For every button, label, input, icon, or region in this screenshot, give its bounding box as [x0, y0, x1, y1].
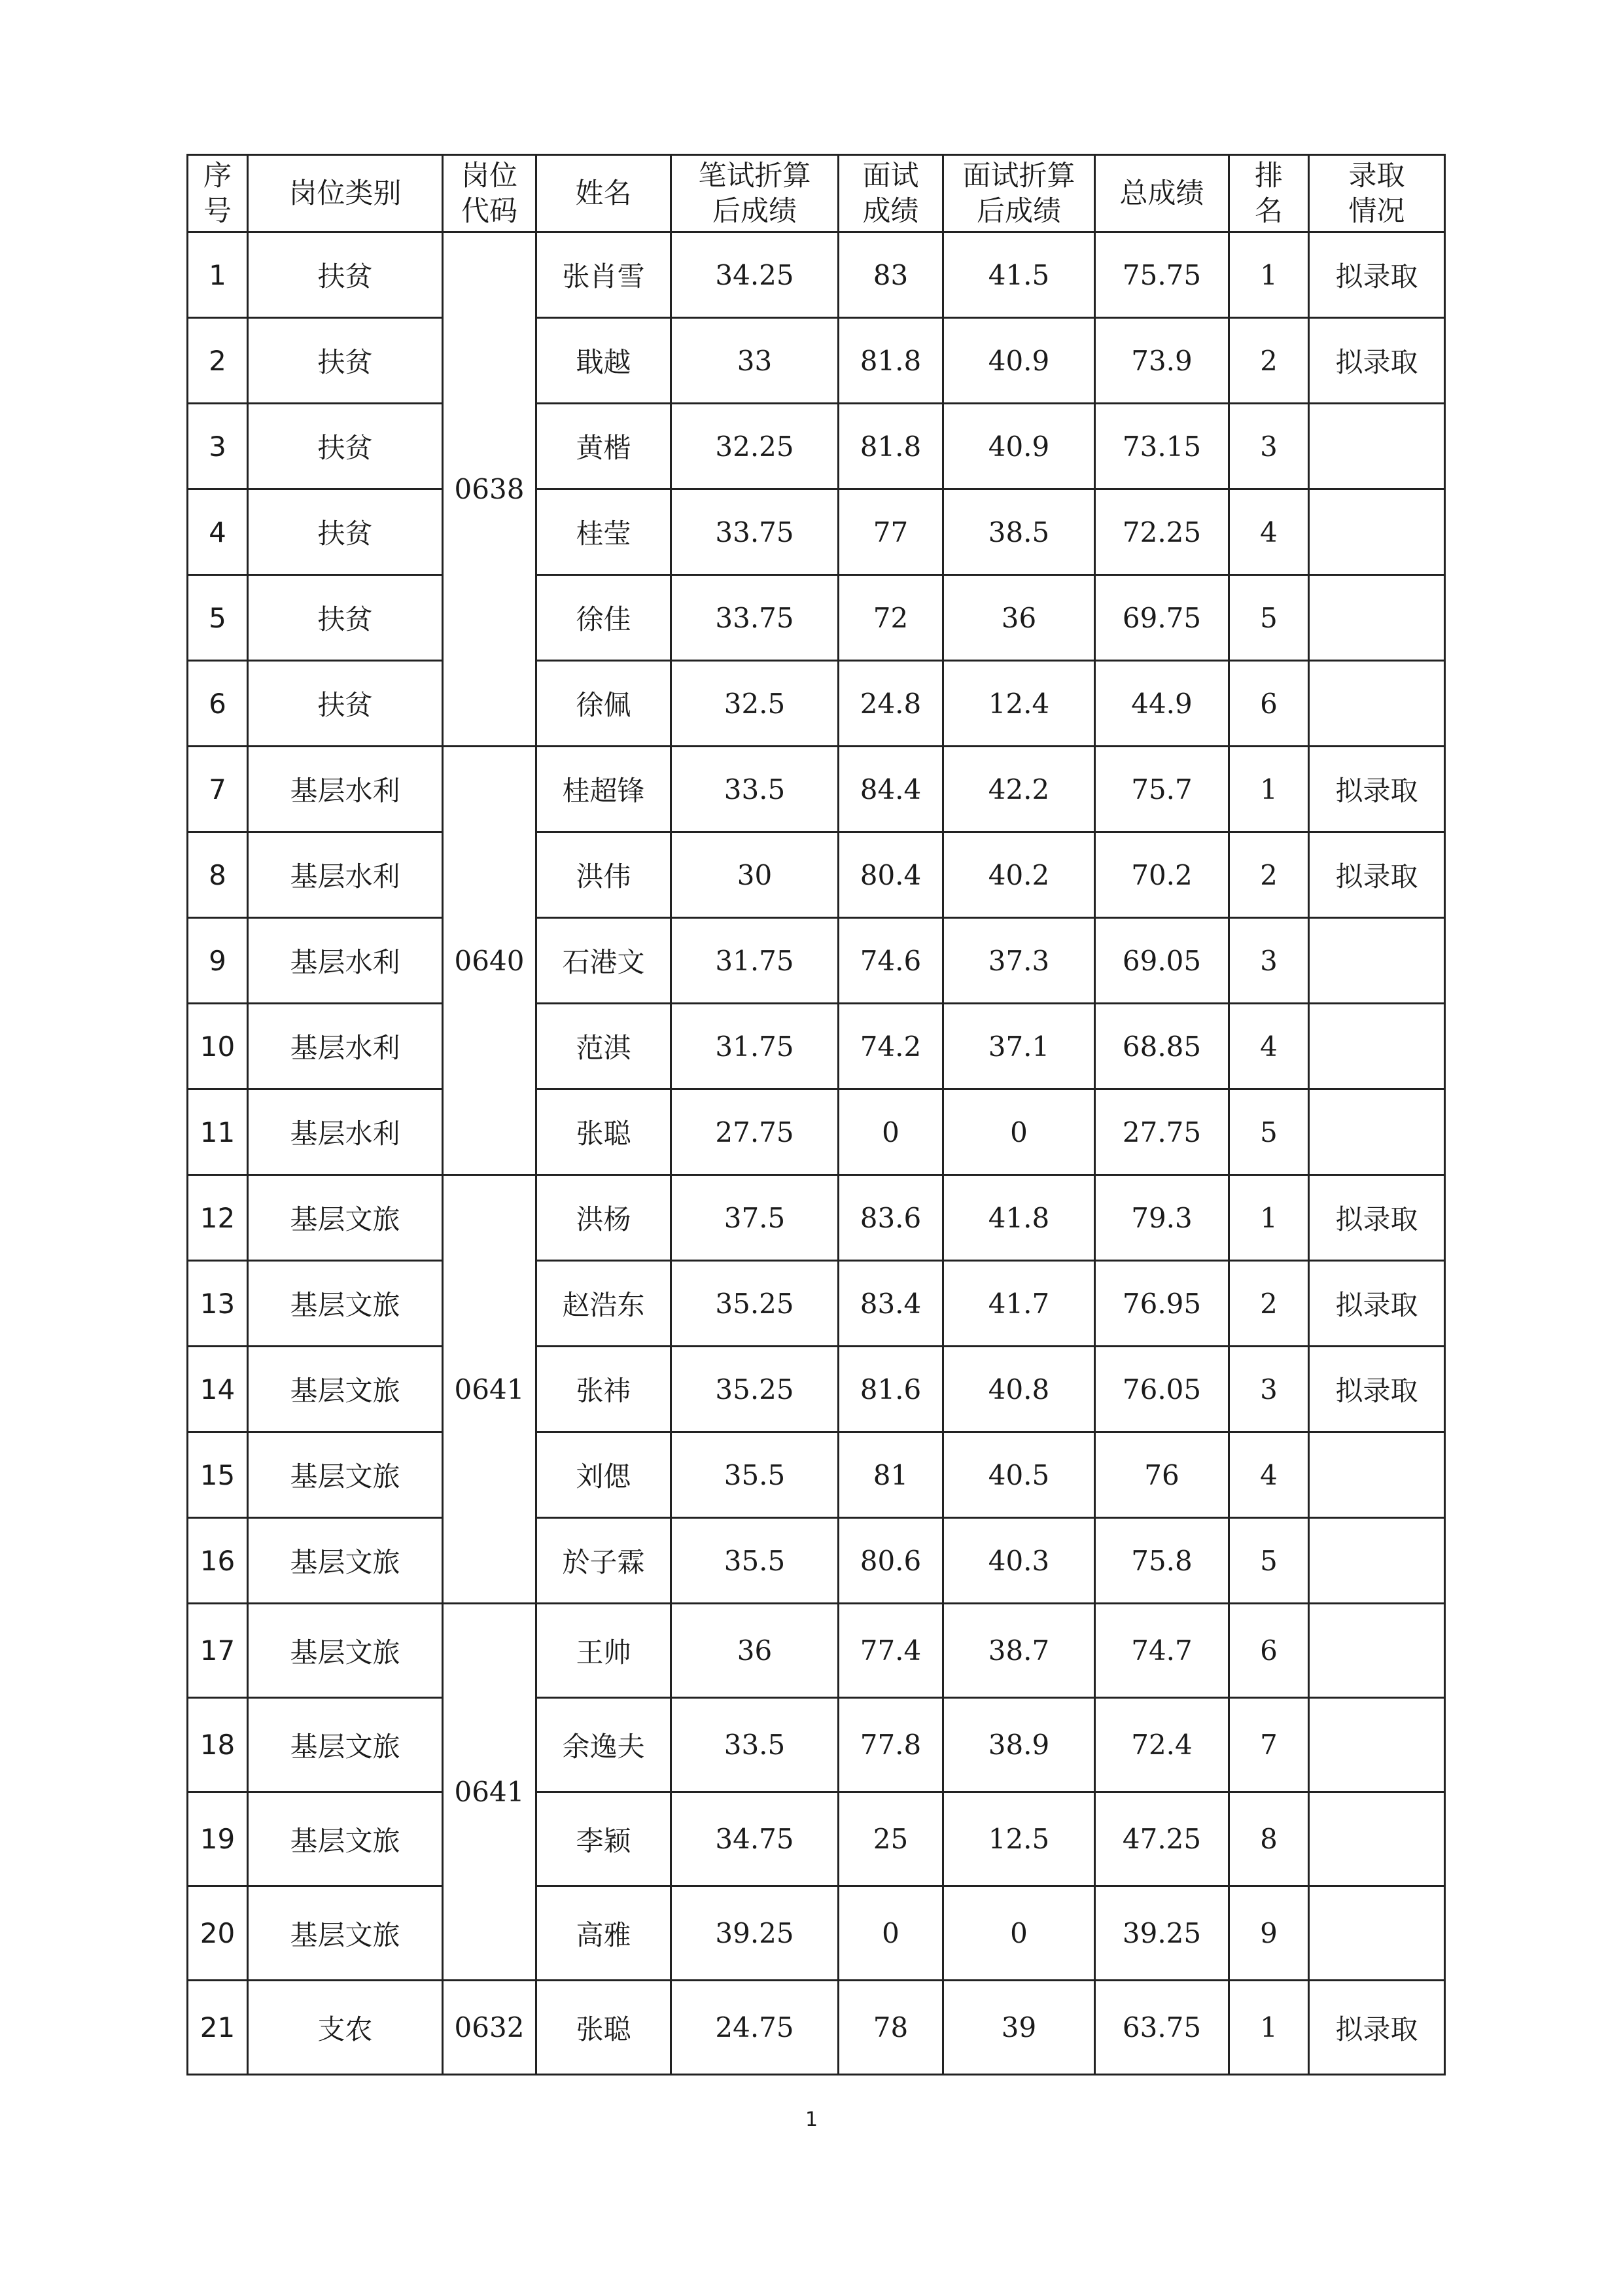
cell-written: 35.25 — [671, 1261, 839, 1347]
cell-index: 13 — [188, 1261, 248, 1347]
table-row — [188, 1089, 1445, 1175]
cell-category: 基层文旅 — [248, 1261, 443, 1347]
cell-rank: 2 — [1229, 1261, 1309, 1347]
cell-interview: 74.6 — [839, 918, 943, 1004]
cell-name: 王帅 — [536, 1604, 671, 1698]
cell-rank: 5 — [1229, 575, 1309, 661]
cell-rank: 3 — [1229, 918, 1309, 1004]
cell-status: 拟录取 — [1309, 232, 1445, 318]
cell-interview: 74.2 — [839, 1004, 943, 1089]
cell-status: 拟录取 — [1309, 1175, 1445, 1261]
cell-status — [1309, 1004, 1445, 1089]
cell-interview-scaled: 42.2 — [943, 747, 1095, 832]
cell-index: 17 — [188, 1604, 248, 1698]
table-row — [188, 918, 1445, 1004]
cell-name: 刘偲 — [536, 1432, 671, 1518]
cell-interview-scaled: 40.9 — [943, 404, 1095, 489]
cell-interview-scaled: 0 — [943, 1886, 1095, 1981]
cell-rank: 2 — [1229, 318, 1309, 404]
cell-written: 33.75 — [671, 575, 839, 661]
cell-interview-scaled: 39 — [943, 1981, 1095, 2075]
table-row — [188, 832, 1445, 918]
cell-interview-scaled: 40.9 — [943, 318, 1095, 404]
header-rank: 排 名 — [1229, 155, 1309, 232]
cell-index: 14 — [188, 1347, 248, 1432]
cell-rank: 1 — [1229, 747, 1309, 832]
cell-status — [1309, 1792, 1445, 1886]
cell-total: 72.4 — [1095, 1698, 1229, 1792]
cell-index: 12 — [188, 1175, 248, 1261]
cell-interview-scaled: 41.7 — [943, 1261, 1095, 1347]
cell-written: 33.5 — [671, 747, 839, 832]
cell-total: 75.8 — [1095, 1518, 1229, 1604]
cell-status: 拟录取 — [1309, 1347, 1445, 1432]
cell-total: 39.25 — [1095, 1886, 1229, 1981]
cell-status — [1309, 1698, 1445, 1792]
cell-name: 戢越 — [536, 318, 671, 404]
cell-total: 68.85 — [1095, 1004, 1229, 1089]
cell-written: 24.75 — [671, 1981, 839, 2075]
cell-index: 19 — [188, 1792, 248, 1886]
table-row — [188, 1004, 1445, 1089]
header-total: 总成绩 — [1095, 155, 1229, 232]
cell-status — [1309, 918, 1445, 1004]
cell-name: 徐佳 — [536, 575, 671, 661]
cell-name: 石港文 — [536, 918, 671, 1004]
cell-written: 34.25 — [671, 232, 839, 318]
cell-index: 3 — [188, 404, 248, 489]
cell-position-code: 0640 — [443, 747, 536, 1175]
cell-position-code: 0641 — [443, 1175, 536, 1604]
header-code: 岗位 代码 — [443, 155, 536, 232]
cell-rank: 1 — [1229, 1981, 1309, 2075]
cell-written: 35.25 — [671, 1347, 839, 1432]
table-row — [188, 1261, 1445, 1347]
cell-interview: 80.6 — [839, 1518, 943, 1604]
cell-written: 27.75 — [671, 1089, 839, 1175]
cell-category: 扶贫 — [248, 489, 443, 575]
cell-rank: 8 — [1229, 1792, 1309, 1886]
cell-category: 基层文旅 — [248, 1604, 443, 1698]
cell-status: 拟录取 — [1309, 832, 1445, 918]
cell-interview-scaled: 12.5 — [943, 1792, 1095, 1886]
cell-status — [1309, 1089, 1445, 1175]
cell-name: 桂莹 — [536, 489, 671, 575]
cell-name: 李颖 — [536, 1792, 671, 1886]
cell-category: 基层文旅 — [248, 1432, 443, 1518]
cell-total: 47.25 — [1095, 1792, 1229, 1886]
table-row — [188, 404, 1445, 489]
cell-category: 扶贫 — [248, 661, 443, 747]
cell-index: 11 — [188, 1089, 248, 1175]
cell-written: 35.5 — [671, 1432, 839, 1518]
cell-category: 扶贫 — [248, 318, 443, 404]
cell-status — [1309, 1886, 1445, 1981]
cell-total: 75.7 — [1095, 747, 1229, 832]
cell-category: 扶贫 — [248, 404, 443, 489]
cell-written: 31.75 — [671, 1004, 839, 1089]
header-status: 录取 情况 — [1309, 155, 1445, 232]
cell-name: 张肖雪 — [536, 232, 671, 318]
cell-interview: 81.8 — [839, 318, 943, 404]
cell-index: 2 — [188, 318, 248, 404]
cell-status — [1309, 1604, 1445, 1698]
cell-written: 35.5 — [671, 1518, 839, 1604]
cell-interview-scaled: 12.4 — [943, 661, 1095, 747]
score-table — [186, 154, 1446, 2075]
cell-interview-scaled: 36 — [943, 575, 1095, 661]
cell-index: 21 — [188, 1981, 248, 2075]
cell-written: 37.5 — [671, 1175, 839, 1261]
cell-written: 30 — [671, 832, 839, 918]
table-row — [188, 747, 1445, 832]
cell-rank: 9 — [1229, 1886, 1309, 1981]
cell-total: 75.75 — [1095, 232, 1229, 318]
cell-index: 4 — [188, 489, 248, 575]
table-body — [188, 232, 1445, 2075]
cell-total: 76.95 — [1095, 1261, 1229, 1347]
cell-interview-scaled: 40.3 — [943, 1518, 1095, 1604]
cell-total: 72.25 — [1095, 489, 1229, 575]
table-row — [188, 1347, 1445, 1432]
cell-rank: 5 — [1229, 1518, 1309, 1604]
cell-category: 基层文旅 — [248, 1518, 443, 1604]
cell-written: 32.25 — [671, 404, 839, 489]
cell-interview: 72 — [839, 575, 943, 661]
cell-interview: 24.8 — [839, 661, 943, 747]
cell-interview-scaled: 40.8 — [943, 1347, 1095, 1432]
cell-category: 基层水利 — [248, 1004, 443, 1089]
table-row — [188, 1886, 1445, 1981]
cell-category: 基层文旅 — [248, 1792, 443, 1886]
cell-index: 8 — [188, 832, 248, 918]
cell-interview-scaled: 38.5 — [943, 489, 1095, 575]
cell-rank: 7 — [1229, 1698, 1309, 1792]
cell-status — [1309, 575, 1445, 661]
cell-category: 基层水利 — [248, 918, 443, 1004]
cell-name: 赵浩东 — [536, 1261, 671, 1347]
cell-written: 33.5 — [671, 1698, 839, 1792]
cell-category: 扶贫 — [248, 232, 443, 318]
cell-name: 范淇 — [536, 1004, 671, 1089]
cell-rank: 4 — [1229, 1004, 1309, 1089]
cell-interview: 80.4 — [839, 832, 943, 918]
cell-interview: 77 — [839, 489, 943, 575]
cell-interview: 81.8 — [839, 404, 943, 489]
cell-category: 基层文旅 — [248, 1347, 443, 1432]
cell-interview-scaled: 37.3 — [943, 918, 1095, 1004]
cell-rank: 4 — [1229, 489, 1309, 575]
cell-position-code: 0638 — [443, 232, 536, 747]
cell-status: 拟录取 — [1309, 1261, 1445, 1347]
cell-status — [1309, 661, 1445, 747]
cell-category: 基层水利 — [248, 832, 443, 918]
cell-interview: 0 — [839, 1886, 943, 1981]
cell-interview: 0 — [839, 1089, 943, 1175]
cell-name: 黄楷 — [536, 404, 671, 489]
table-row — [188, 489, 1445, 575]
table-row — [188, 1792, 1445, 1886]
cell-rank: 3 — [1229, 404, 1309, 489]
cell-interview: 83 — [839, 232, 943, 318]
cell-category: 基层水利 — [248, 1089, 443, 1175]
cell-name: 高雅 — [536, 1886, 671, 1981]
cell-interview: 78 — [839, 1981, 943, 2075]
cell-rank: 4 — [1229, 1432, 1309, 1518]
cell-status — [1309, 404, 1445, 489]
cell-total: 63.75 — [1095, 1981, 1229, 2075]
cell-total: 69.05 — [1095, 918, 1229, 1004]
table-row — [188, 661, 1445, 747]
cell-written: 31.75 — [671, 918, 839, 1004]
cell-total: 27.75 — [1095, 1089, 1229, 1175]
cell-interview: 77.4 — [839, 1604, 943, 1698]
cell-interview: 77.8 — [839, 1698, 943, 1792]
table-row — [188, 1432, 1445, 1518]
cell-category: 基层文旅 — [248, 1886, 443, 1981]
cell-interview-scaled: 41.8 — [943, 1175, 1095, 1261]
cell-index: 1 — [188, 232, 248, 318]
cell-written: 33 — [671, 318, 839, 404]
cell-rank: 1 — [1229, 232, 1309, 318]
cell-total: 74.7 — [1095, 1604, 1229, 1698]
cell-interview: 81 — [839, 1432, 943, 1518]
cell-rank: 5 — [1229, 1089, 1309, 1175]
cell-index: 5 — [188, 575, 248, 661]
cell-written: 32.5 — [671, 661, 839, 747]
cell-interview: 81.6 — [839, 1347, 943, 1432]
cell-status: 拟录取 — [1309, 747, 1445, 832]
cell-status — [1309, 1518, 1445, 1604]
cell-interview: 83.6 — [839, 1175, 943, 1261]
header-category: 岗位类别 — [248, 155, 443, 232]
table-row — [188, 1981, 1445, 2075]
cell-total: 79.3 — [1095, 1175, 1229, 1261]
cell-name: 於子霖 — [536, 1518, 671, 1604]
cell-name: 张祎 — [536, 1347, 671, 1432]
cell-index: 18 — [188, 1698, 248, 1792]
cell-position-code: 0632 — [443, 1981, 536, 2075]
cell-category: 基层水利 — [248, 747, 443, 832]
cell-index: 7 — [188, 747, 248, 832]
cell-interview-scaled: 0 — [943, 1089, 1095, 1175]
header-index: 序 号 — [188, 155, 248, 232]
cell-total: 70.2 — [1095, 832, 1229, 918]
table-row — [188, 1175, 1445, 1261]
cell-name: 桂超锋 — [536, 747, 671, 832]
cell-written: 33.75 — [671, 489, 839, 575]
cell-index: 16 — [188, 1518, 248, 1604]
header-written: 笔试折算 后成绩 — [671, 155, 839, 232]
cell-written: 39.25 — [671, 1886, 839, 1981]
cell-total: 73.9 — [1095, 318, 1229, 404]
cell-category: 基层文旅 — [248, 1698, 443, 1792]
cell-total: 69.75 — [1095, 575, 1229, 661]
cell-written: 36 — [671, 1604, 839, 1698]
table-row — [188, 1518, 1445, 1604]
cell-total: 76 — [1095, 1432, 1229, 1518]
cell-name: 徐佩 — [536, 661, 671, 747]
cell-total: 73.15 — [1095, 404, 1229, 489]
cell-name: 余逸夫 — [536, 1698, 671, 1792]
page-number: 1 — [805, 2108, 818, 2131]
cell-status — [1309, 1432, 1445, 1518]
cell-index: 20 — [188, 1886, 248, 1981]
cell-interview: 84.4 — [839, 747, 943, 832]
cell-interview-scaled: 37.1 — [943, 1004, 1095, 1089]
header-interview-scaled: 面试折算 后成绩 — [943, 155, 1095, 232]
cell-rank: 3 — [1229, 1347, 1309, 1432]
cell-interview-scaled: 40.2 — [943, 832, 1095, 918]
cell-category: 支农 — [248, 1981, 443, 2075]
cell-interview-scaled: 40.5 — [943, 1432, 1095, 1518]
cell-index: 10 — [188, 1004, 248, 1089]
cell-interview-scaled: 41.5 — [943, 232, 1095, 318]
header-name: 姓名 — [536, 155, 671, 232]
cell-status — [1309, 489, 1445, 575]
cell-total: 44.9 — [1095, 661, 1229, 747]
cell-written: 34.75 — [671, 1792, 839, 1886]
cell-name: 洪伟 — [536, 832, 671, 918]
cell-interview-scaled: 38.7 — [943, 1604, 1095, 1698]
cell-rank: 1 — [1229, 1175, 1309, 1261]
cell-index: 6 — [188, 661, 248, 747]
table-row — [188, 575, 1445, 661]
cell-name: 洪杨 — [536, 1175, 671, 1261]
cell-position-code: 0641 — [443, 1604, 536, 1981]
table-row — [188, 1604, 1445, 1698]
cell-category: 基层文旅 — [248, 1175, 443, 1261]
cell-interview: 25 — [839, 1792, 943, 1886]
cell-rank: 6 — [1229, 1604, 1309, 1698]
header-row — [188, 155, 1445, 232]
header-interview: 面试 成绩 — [839, 155, 943, 232]
cell-total: 76.05 — [1095, 1347, 1229, 1432]
cell-category: 扶贫 — [248, 575, 443, 661]
cell-index: 15 — [188, 1432, 248, 1518]
table-row — [188, 232, 1445, 318]
cell-interview-scaled: 38.9 — [943, 1698, 1095, 1792]
table-row — [188, 318, 1445, 404]
cell-rank: 2 — [1229, 832, 1309, 918]
cell-name: 张聪 — [536, 1089, 671, 1175]
cell-rank: 6 — [1229, 661, 1309, 747]
cell-status: 拟录取 — [1309, 1981, 1445, 2075]
cell-status: 拟录取 — [1309, 318, 1445, 404]
cell-name: 张聪 — [536, 1981, 671, 2075]
cell-interview: 83.4 — [839, 1261, 943, 1347]
cell-index: 9 — [188, 918, 248, 1004]
table-row — [188, 1698, 1445, 1792]
